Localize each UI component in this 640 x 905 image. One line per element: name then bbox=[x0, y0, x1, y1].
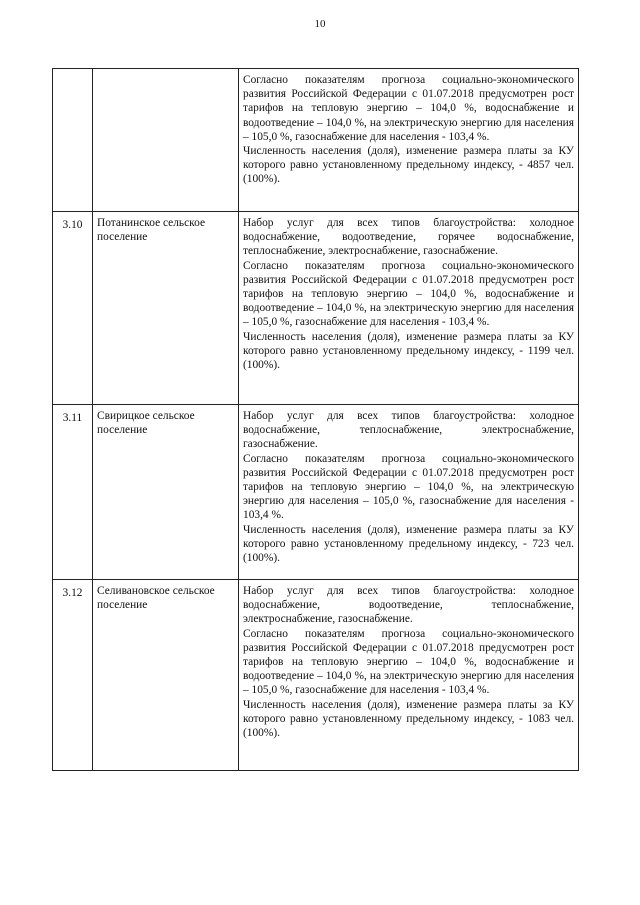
row-number: 3.12 bbox=[53, 580, 93, 771]
description-paragraph: Численность населения (доля), изменение размера платы за КУ которого равно установленному предельному индексу, - 4857 чел. (100%). bbox=[243, 145, 574, 186]
tariff-description bbox=[239, 580, 579, 771]
description-paragraph: Набор услуг для всех типов благоустройства: холодное водоснабжение, водоотведение, теплоснабжение, электроснабжение, газоснабжение. bbox=[243, 585, 574, 626]
table-row bbox=[53, 212, 579, 405]
description-paragraph: Согласно показателям прогноза социально-экономического развития Российской Федерации с 01.07.2018 предусмотрен рост тарифов на тепловую энергию – 104,0 %, водоснабжение и водоотведение – 104,0 %, на электрическую энергию для населения – 105,0 %, газоснабжение для населения - 103,4 %. bbox=[243, 74, 574, 143]
table-row bbox=[53, 580, 579, 771]
table-row bbox=[53, 69, 579, 212]
description-paragraph: Численность населения (доля), изменение размера платы за КУ которого равно установленному предельному индексу, - 723 чел. (100%). bbox=[243, 523, 574, 565]
tariff-description bbox=[239, 405, 579, 580]
description-paragraph: Набор услуг для всех типов благоустройства: холодное водоснабжение, теплоснабжение, электроснабжение, газоснабжение. bbox=[243, 410, 574, 451]
row-number: 3.10 bbox=[53, 212, 93, 405]
tariff-description bbox=[239, 69, 579, 212]
settlement-name: Селивановское сельское поселение bbox=[93, 580, 239, 771]
page-number: 10 bbox=[314, 18, 326, 30]
description-paragraph: Согласно показателям прогноза социально-экономического развития Российской Федерации с 01.07.2018 предусмотрен рост тарифов на тепловую энергию – 104,0 %, водоснабжение и водоотведение – 104,0 %, на электрическую энергию для населения – 105,0 %, газоснабжение для населения - 103,4 %. bbox=[243, 259, 574, 329]
settlement-name bbox=[93, 69, 239, 212]
description-paragraph: Набор услуг для всех типов благоустройства: холодное водоснабжение, водоотведение, горячее водоснабжение, теплоснабжение, электроснабжение, газоснабжение. bbox=[243, 217, 574, 258]
row-number: 3.11 bbox=[53, 405, 93, 580]
settlements-table bbox=[52, 68, 579, 771]
row-number bbox=[53, 69, 93, 212]
description-paragraph: Согласно показателям прогноза социально-экономического развития Российской Федерации с 01.07.2018 предусмотрен рост тарифов на тепловую энергию – 104,0 %, на электрическую энергию для населения – 105,0 %, газоснабжение для населения - 103,4 %. bbox=[243, 452, 574, 522]
settlement-name: Потанинское сельское поселение bbox=[93, 212, 239, 405]
settlement-name: Свирицкое сельское поселение bbox=[93, 405, 239, 580]
table-row bbox=[53, 405, 579, 580]
description-paragraph: Численность населения (доля), изменение размера платы за КУ которого равно установленному предельному индексу, - 1199 чел. (100%). bbox=[243, 330, 574, 372]
description-paragraph: Согласно показателям прогноза социально-экономического развития Российской Федерации с 01.07.2018 предусмотрен рост тарифов на тепловую энергию – 104,0 %, водоснабжение и водоотведение – 104,0 %, на электрическую энергию для населения – 105,0 %, газоснабжение для населения - 103,4 %. bbox=[243, 627, 574, 697]
tariff-description bbox=[239, 212, 579, 405]
description-paragraph: Численность населения (доля), изменение размера платы за КУ которого равно установленному предельному индексу, - 1083 чел. (100%). bbox=[243, 698, 574, 740]
